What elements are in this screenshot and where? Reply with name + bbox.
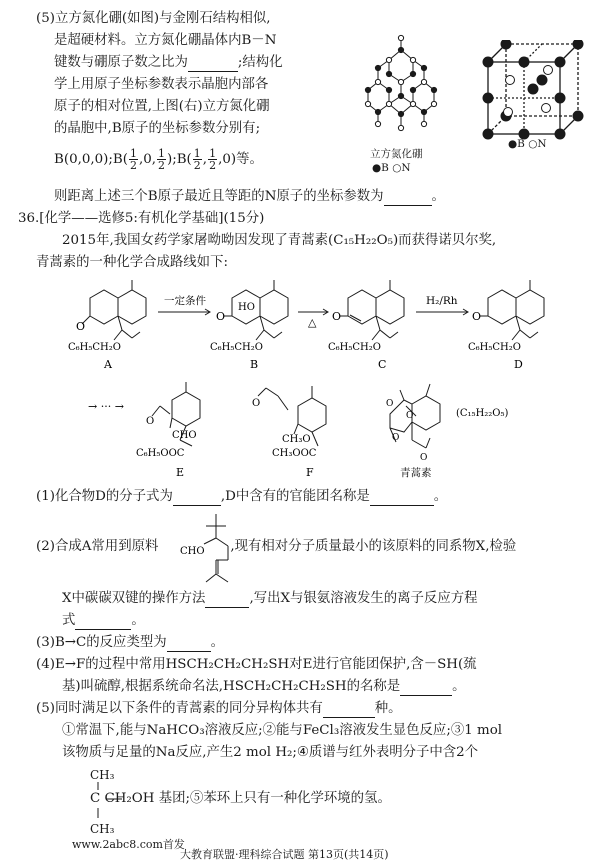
- benzyloxy-label-d: C₆H₅CH₂O: [468, 342, 521, 353]
- q36-part-4b: 基)叫硫醇,根据系统命名法,HSCH₂CH₂CH₂SH的名称是 。: [62, 679, 466, 694]
- q36-part-4a: (4)E→F的过程中常用HSCH₂CH₂CH₂SH对E进行官能团保护,含－SH(巯: [36, 657, 477, 672]
- q36-intro-1: 2015年,我国女药学家屠呦呦因发现了青蒿素(C₁₅H₂₂O₅)而获得诺贝尔奖,: [62, 233, 497, 248]
- q36-part-3: (3)B→C的反应类型为 。: [36, 635, 225, 650]
- benzyloxy-label-a: C₆H₅CH₂O: [68, 342, 121, 353]
- arrow-condition-3: H₂/Rh: [426, 295, 458, 307]
- answer-blank[interactable]: [370, 491, 434, 506]
- q36-intro-2: 青蒿素的一种化学合成路线如下:: [36, 255, 228, 270]
- fraction: $\frac{1}{2}$: [157, 147, 165, 172]
- fraction: $\frac{1}{2}$: [193, 147, 201, 172]
- q36-part-2c: 式 。: [62, 613, 145, 628]
- q35-line-6: 的晶胞中,B原子的坐标参数分别有;: [54, 121, 261, 136]
- aldehyde-label-e: CHO: [172, 430, 197, 441]
- q36-part-5c: 该物质与足量的Na反应,产生2 mol H₂;④质谱与红外表明分子中含2个: [62, 745, 479, 760]
- peroxide-o-2: O: [406, 411, 414, 421]
- peroxide-o-1: O: [386, 399, 394, 409]
- raw-material-structure: [176, 512, 252, 588]
- carbonyl-o-f: O: [252, 398, 261, 409]
- answer-blank[interactable]: [323, 703, 375, 718]
- q36-part-2a: (2)合成A常用到原料 ,现有相对分子质量最小的该原料的同系物X,检验: [36, 539, 517, 554]
- carbonyl-o-b: O: [216, 310, 226, 323]
- figure-left-caption: 立方氮化硼: [370, 148, 423, 160]
- answer-blank[interactable]: [205, 593, 249, 608]
- q36-part-1: (1)化合物D的分子式为 ,D中含有的官能团名称是 。: [36, 489, 448, 504]
- q35-line-7: 则距离上述三个B原子最近且等距的N原子的坐标参数为 。: [54, 189, 445, 204]
- answer-blank[interactable]: [75, 615, 131, 630]
- answer-blank[interactable]: [167, 637, 211, 652]
- q36-header: 36.[化学——选修5:有机化学基础](15分): [18, 211, 265, 226]
- synthesis-scheme-row-1: [60, 278, 590, 373]
- compound-label-f: F: [306, 466, 314, 479]
- figure-left-legend: ●B ○N: [372, 162, 411, 174]
- quaternary-carbon-bonds: [93, 780, 105, 820]
- carbonyl-o-d: O: [472, 310, 482, 323]
- aldehyde-label: CHO: [180, 546, 205, 557]
- compound-label-a: A: [104, 358, 112, 371]
- ring-o: O: [392, 433, 400, 443]
- methoxy-label-f: CH₃O: [282, 434, 311, 445]
- benzyloxy-label-b: C₆H₅CH₂O: [210, 342, 263, 353]
- bn-unit-cell-figure: [480, 40, 585, 140]
- answer-blank[interactable]: [188, 57, 238, 72]
- q35-line-4: 学上用原子坐标参数表示晶胞内部各: [54, 77, 269, 92]
- fraction: $\frac{1}{2}$: [209, 147, 217, 172]
- figure-right-legend: ●B ○N: [508, 138, 547, 150]
- ester-label-e: C₆H₅OOC: [136, 448, 185, 459]
- carbonyl-o-a: O: [76, 320, 86, 333]
- carbonyl-o-e: O: [146, 416, 155, 427]
- cubic-bn-structure-figure: [356, 28, 446, 148]
- footer-text: 大教育联盟·理科综合试题 第13页(共14页): [180, 848, 389, 861]
- q35-line-2: 是超硬材料。立方氮化硼晶体内B－N: [54, 33, 277, 48]
- arrow-condition-1: 一定条件: [164, 295, 206, 307]
- answer-blank[interactable]: [384, 191, 432, 206]
- fraction: $\frac{1}{2}$: [129, 147, 137, 172]
- compound-label-d: D: [514, 358, 523, 371]
- benzyloxy-label-c: C₆H₅CH₂O: [328, 342, 381, 353]
- q36-part-5-ch3-top: CH₃: [90, 768, 115, 782]
- footer-site: www.2abc8.com首发: [72, 838, 185, 851]
- continuation-arrow: → ··· →: [88, 400, 124, 413]
- answer-blank[interactable]: [400, 681, 452, 696]
- compound-label-e: E: [176, 466, 185, 479]
- q36-part-5b: ①常温下,能与NaHCO₃溶液反应;②能与FeCl₃溶液发生显色反应;③1 mol: [62, 723, 503, 738]
- synthesis-scheme-row-2: [60, 376, 580, 484]
- q36-part-5a: (5)同时满足以下条件的青蒿素的同分异构体共有 种。: [36, 701, 402, 716]
- lactone-o: O: [420, 453, 428, 463]
- hydroxyl-label: HO: [238, 302, 255, 313]
- q35-line-5: 原子的相对位置,上图(右)立方氮化硼: [54, 99, 270, 114]
- arrow-condition-2: △: [308, 316, 317, 329]
- artemisinin-formula: (C₁₅H₂₂O₅): [456, 408, 509, 419]
- answer-blank[interactable]: [173, 491, 221, 506]
- compound-label-b: B: [250, 358, 259, 371]
- q35-line-3: 键数与硼原子数之比为 ;结构化: [54, 55, 283, 70]
- q35-line-1: (5)立方氮化硼(如图)与金刚石结构相似,: [36, 11, 271, 26]
- q36-part-5d: C CH₂OH 基团;⑤苯环上只有一种化学环境的氢。: [90, 791, 391, 806]
- ester-label-f: CH₃OOC: [272, 448, 317, 459]
- q35-coordinates: B(0,0,0);B( $\frac{1}{2}$ ,0, $\frac{1}{2}$ );B( $\frac{1}{2}$ , $\frac{1}{2}$ ,0)等。: [54, 147, 263, 172]
- carbon-bond: [106, 793, 126, 805]
- compound-label-c: C: [378, 358, 387, 371]
- q36-part-5-ch3-bottom: CH₃: [90, 822, 115, 836]
- q36-part-2b: X中碳碳双键的操作方法 ,写出X与银氨溶液发生的离子反应方程: [62, 591, 478, 606]
- artemisinin-label: 青蒿素: [400, 467, 432, 479]
- carbonyl-o-c: O: [332, 310, 342, 323]
